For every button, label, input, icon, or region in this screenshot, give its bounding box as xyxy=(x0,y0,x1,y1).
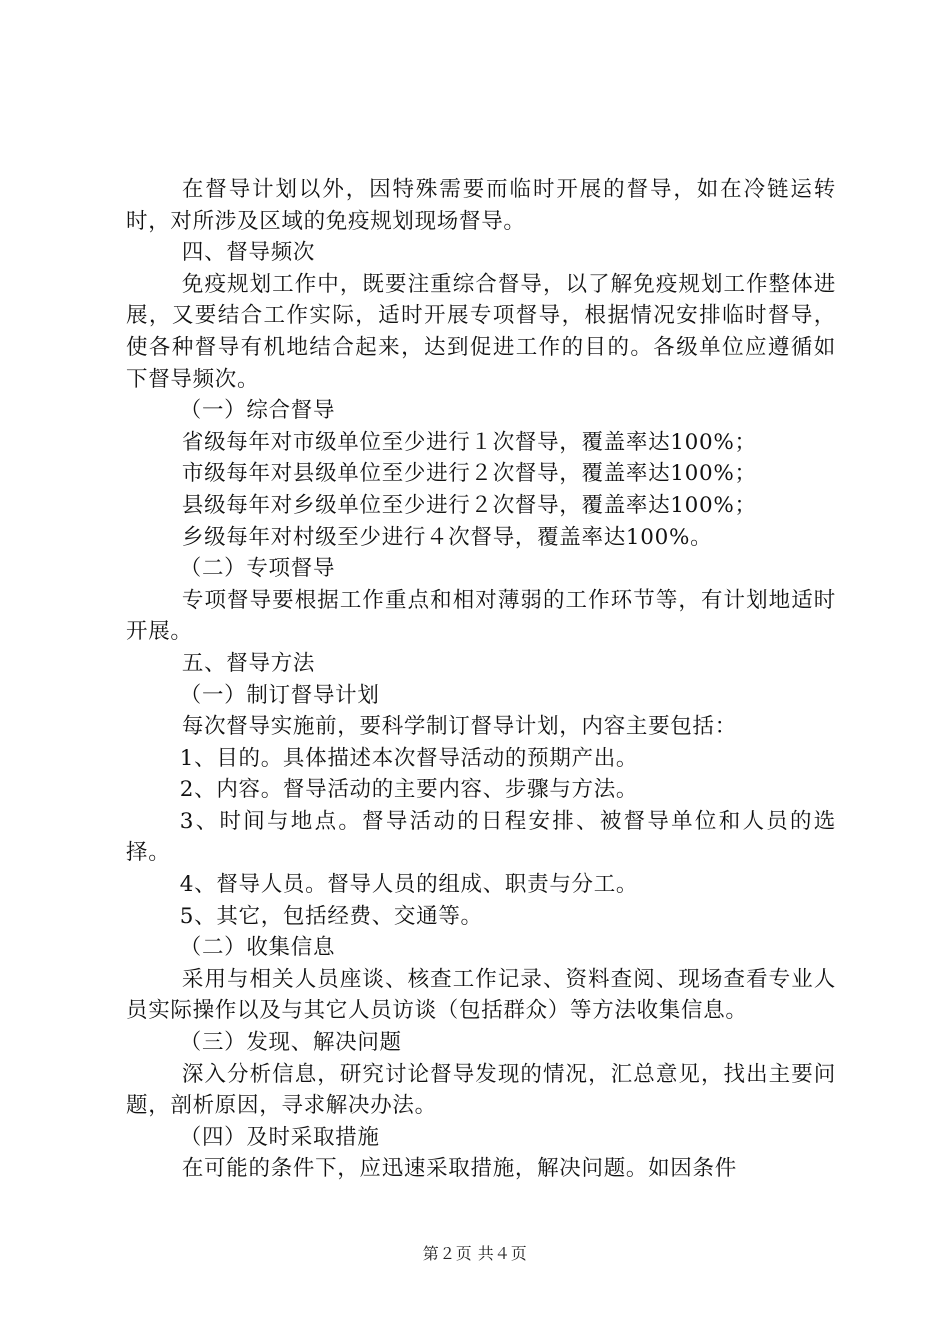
subsection-heading: （二）专项督导 xyxy=(179,556,336,582)
subsection-heading: （四）及时采取措施 xyxy=(179,1124,380,1150)
subsection-heading: （三）发现、解决问题 xyxy=(179,1030,402,1056)
paragraph: 每次督导实施前，要科学制订督导计划，内容主要包括： xyxy=(181,714,737,740)
paragraph: 深入分析信息，研究讨论督导发现的情况，汇总意见，找出主要问题，剖析原因，寻求解决办法。 xyxy=(126,1061,836,1119)
paragraph: 采用与相关人员座谈、核查工作记录、资料查阅、现场查看专业人员实际操作以及与其它人员访谈（包括群众）等方法收集信息。 xyxy=(126,966,836,1024)
paragraph: 在督导计划以外，因特殊需要而临时开展的督导，如在冷链运转时，对所涉及区域的免疫规划现场督导。 xyxy=(126,177,836,234)
paragraph: 在可能的条件下，应迅速采取措施，解决问题。如因条件 xyxy=(181,1156,737,1182)
paragraph: 免疫规划工作中，既要注重综合督导，以了解免疫规划工作整体进展，又要结合工作实际，适时开展专项督导，根据情况安排临时督导，使各种督导有机地结合起来，达到促进工作的目的。各级单位应遵循如下督导频次。 xyxy=(126,271,836,392)
list-item: 4、督导人员。督导人员的组成、职责与分工。 xyxy=(179,872,639,898)
page-number-footer: 第２页 共４页 xyxy=(422,1244,528,1263)
list-item: 5、其它，包括经费、交通等。 xyxy=(179,903,483,929)
list-item: 市级每年对县级单位至少进行２次督导，覆盖率达100%； xyxy=(181,461,757,487)
section-heading: 五、督导方法 xyxy=(181,650,316,676)
list-item: 乡级每年对村级至少进行４次督导，覆盖率达100%。 xyxy=(181,524,713,550)
subsection-heading: （二）收集信息 xyxy=(179,935,336,961)
list-item: 1、目的。具体描述本次督导活动的预期产出。 xyxy=(179,745,639,771)
list-item: 省级每年对市级单位至少进行１次督导，覆盖率达100%； xyxy=(181,429,757,455)
section-heading: 四、督导频次 xyxy=(181,240,316,266)
document-body xyxy=(126,174,836,1185)
subsection-heading: （一）制订督导计划 xyxy=(179,682,380,708)
list-item: 3、时间与地点。督导活动的日程安排、被督导单位和人员的选择。 xyxy=(126,808,836,866)
paragraph: 专项督导要根据工作重点和相对薄弱的工作环节等，有计划地适时开展。 xyxy=(126,587,836,645)
list-item: 县级每年对乡级单位至少进行２次督导，覆盖率达100%； xyxy=(181,492,757,518)
list-item: 2、内容。督导活动的主要内容、步骤与方法。 xyxy=(179,777,639,803)
subsection-heading: （一）综合督导 xyxy=(179,398,336,424)
